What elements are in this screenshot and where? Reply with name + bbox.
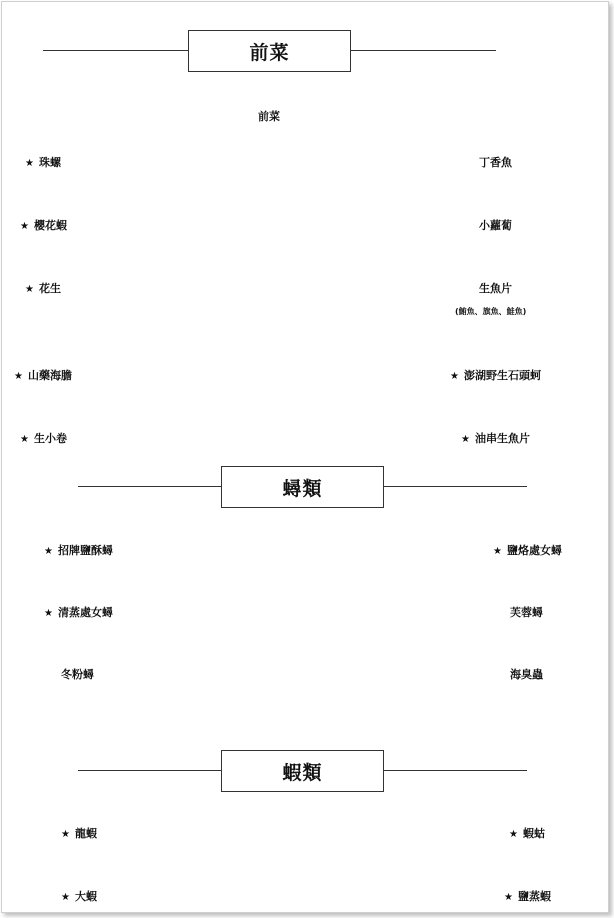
- star-icon: ★: [461, 434, 470, 445]
- menu-item-note: (鮪魚、旗魚、鮭魚): [455, 307, 527, 316]
- section-subtitle: 前菜: [258, 110, 280, 123]
- menu-item: [479, 282, 512, 296]
- menu-item-label: 芙蓉蟳: [510, 606, 543, 619]
- menu-item: [479, 219, 512, 233]
- menu-item: [450, 369, 541, 384]
- menu-item-label: 冬粉蟳: [61, 668, 94, 681]
- section-divider-line-right: [350, 50, 496, 51]
- star-icon: ★: [20, 221, 29, 232]
- section-title-crabs: 蟳類: [221, 466, 384, 508]
- menu-item-label: 小蘿蔔: [479, 219, 512, 232]
- menu-item: [461, 432, 530, 447]
- menu-item: [510, 668, 543, 682]
- menu-item: [20, 219, 67, 234]
- menu-item-label: 油串生魚片: [474, 432, 530, 445]
- menu-item-label: 招牌鹽酥蟳: [57, 544, 113, 557]
- section-divider-line-right: [382, 486, 527, 487]
- star-icon: ★: [509, 829, 518, 840]
- menu-item-label: 珠螺: [38, 156, 61, 169]
- star-icon: ★: [61, 829, 70, 840]
- section-title-shrimp: 蝦類: [221, 750, 384, 792]
- star-icon: ★: [25, 158, 34, 169]
- star-icon: ★: [61, 892, 70, 903]
- menu-item-label: 海臭蟲: [510, 668, 543, 681]
- menu-item: [25, 156, 61, 171]
- menu-item-label: 清蒸處女蟳: [57, 606, 113, 619]
- menu-item: [504, 890, 551, 905]
- section-divider-line-left: [78, 770, 223, 771]
- menu-item: [44, 606, 113, 621]
- section-divider-line-left: [78, 486, 223, 487]
- star-icon: ★: [14, 371, 23, 382]
- section-title-appetizers: 前菜: [188, 30, 351, 72]
- menu-item-label: 鹽烙處女蟳: [506, 544, 562, 557]
- menu-item-label: 生小卷: [33, 432, 67, 445]
- star-icon: ★: [25, 284, 34, 295]
- menu-item-label: 櫻花蝦: [33, 219, 67, 232]
- menu-item-label: 大蝦: [74, 890, 97, 903]
- menu-item-label: 鹽蒸蝦: [517, 890, 551, 903]
- star-icon: ★: [504, 892, 513, 903]
- menu-item: [479, 156, 512, 170]
- menu-item-label: 丁香魚: [479, 156, 512, 169]
- menu-item: [44, 544, 113, 559]
- star-icon: ★: [20, 434, 29, 445]
- menu-item-label: 澎湖野生石頭蚵: [463, 369, 541, 382]
- menu-item: [509, 827, 545, 842]
- menu-item: [20, 432, 67, 447]
- menu-item-label: 花生: [38, 282, 61, 295]
- section-divider-line-right: [382, 770, 527, 771]
- star-icon: ★: [44, 608, 53, 619]
- menu-item: [61, 827, 97, 842]
- section-divider-line-left: [43, 50, 189, 51]
- star-icon: ★: [450, 371, 459, 382]
- menu-item: [493, 544, 562, 559]
- star-icon: ★: [44, 546, 53, 557]
- menu-item: [25, 282, 61, 297]
- menu-item-label: 龍蝦: [74, 827, 97, 840]
- menu-item: [14, 369, 72, 384]
- menu-item-label: 蝦蛄: [522, 827, 545, 840]
- star-icon: ★: [493, 546, 502, 557]
- menu-item: [61, 890, 97, 905]
- menu-item: [61, 668, 94, 682]
- menu-item-label: 生魚片: [479, 282, 512, 295]
- menu-item: [510, 606, 543, 620]
- menu-item-label: 山藥海膽: [27, 369, 72, 382]
